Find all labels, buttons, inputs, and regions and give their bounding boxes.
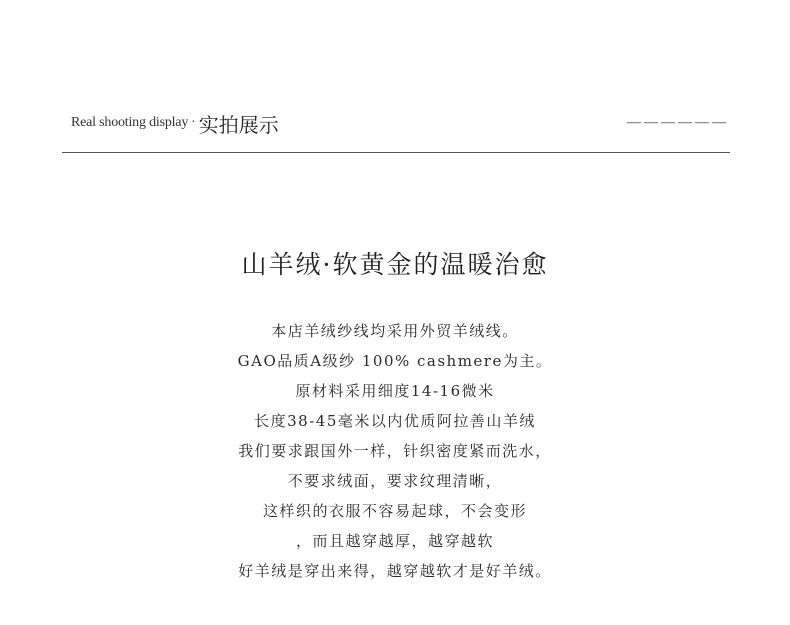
header-divider <box>62 152 730 153</box>
description-line: 长度38-45毫米以内优质阿拉善山羊绒 <box>254 412 536 430</box>
section-header <box>71 107 729 139</box>
header-separator: · <box>191 115 196 130</box>
header-label-zh: 实拍展示 <box>198 112 279 137</box>
description-line: GAO品质A级纱 100% cashmere为主。 <box>237 352 553 370</box>
header-label-en: Real shooting display <box>71 115 189 130</box>
header-dashes: —————— <box>627 115 729 130</box>
description-line: 这样织的衣服不容易起球，不会变形 <box>262 502 527 520</box>
description-line: 原材料采用细度14-16微米 <box>295 382 495 400</box>
description-line: 本店羊绒纱线均采用外贸羊绒线。 <box>271 322 519 340</box>
description-line: 好羊绒是穿出来得，越穿越软才是好羊绒。 <box>238 562 552 580</box>
description-line: 不要求绒面，要求纹理清晰， <box>287 472 503 490</box>
description-text <box>0 316 790 586</box>
description-line: 我们要求跟国外一样，针织密度紧而洗水， <box>238 442 552 460</box>
description-line: ，而且越穿越厚，越穿越软 <box>295 532 494 550</box>
page-title: 山羊绒·软黄金的温暖治愈 <box>241 250 549 279</box>
